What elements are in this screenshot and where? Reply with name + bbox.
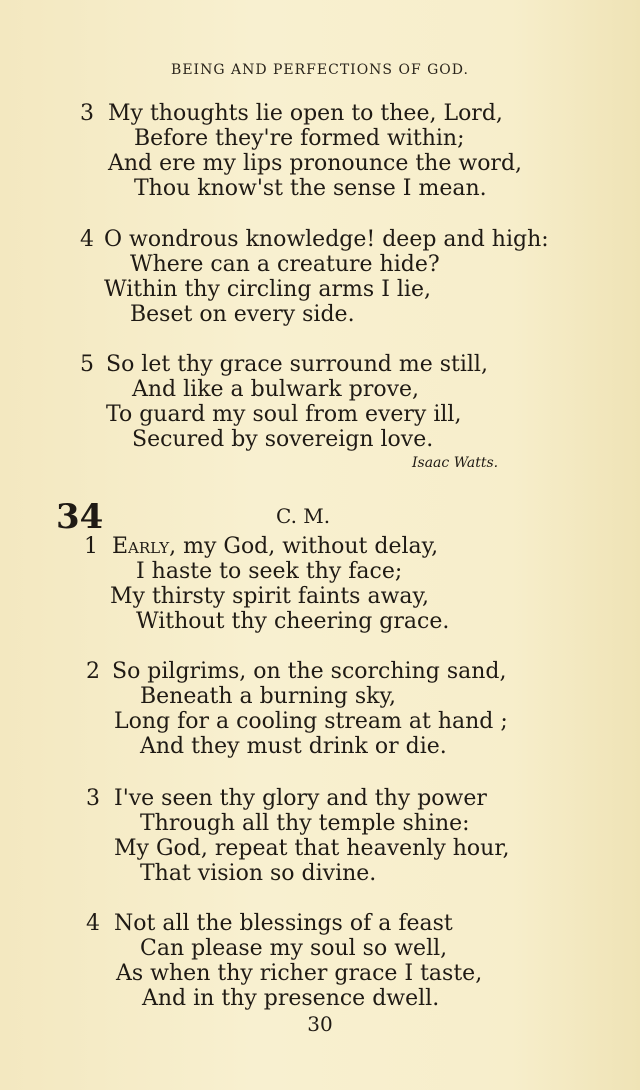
verse-line: And they must drink or die. [140, 734, 447, 759]
verse-line: My thoughts lie open to thee, Lord, [108, 101, 503, 126]
verse-line: Beset on every side. [130, 302, 355, 327]
stanza-number: 2 [86, 659, 100, 684]
verse-line: As when thy richer grace I taste, [116, 961, 483, 986]
verse-line: So pilgrims, on the scorching sand, [112, 659, 507, 684]
verse-line: Beneath a burning sky, [140, 684, 396, 709]
hymn-number: 34 [56, 497, 104, 537]
verse-line: My thirsty spirit faints away, [110, 584, 430, 609]
verse-line: Long for a cooling stream at hand ; [114, 709, 508, 734]
verse-line: And ere my lips pronounce the word, [108, 151, 523, 176]
verse-line: My God, repeat that heavenly hour, [114, 836, 510, 861]
stanza-number: 3 [86, 786, 100, 811]
author-attribution: Isaac Watts. [412, 455, 499, 471]
stanza-number: 3 [80, 101, 94, 126]
verse-line: To guard my soul from every ill, [106, 402, 462, 427]
first-word: Early [112, 534, 170, 559]
verse-line: That vision so divine. [140, 861, 377, 886]
verse-line: And like a bulwark prove, [132, 377, 420, 402]
verse-line-rest: , my God, without delay, [169, 534, 439, 559]
stanza-number: 4 [86, 911, 100, 936]
verse-line: Not all the blessings of a feast [114, 911, 453, 936]
verse-line: O wondrous knowledge! deep and high: [104, 227, 549, 252]
verse-line: Secured by sovereign love. [132, 427, 434, 452]
verse-line: Through all thy temple shine: [140, 811, 470, 836]
verse-line: Within thy circling arms I lie, [104, 277, 431, 302]
stanza-number: 4 [80, 227, 94, 252]
running-header: BEING AND PERFECTIONS OF GOD. [171, 62, 469, 78]
hymn-meter: C. M. [276, 504, 331, 528]
verse-line: And in thy presence dwell. [142, 986, 440, 1011]
verse-line: Where can a creature hide? [130, 252, 440, 277]
stanza-number: 1 [84, 534, 98, 559]
stanza-number: 5 [80, 352, 94, 377]
verse-line: Before they're formed within; [134, 126, 465, 151]
verse-line: Thou know'st the sense I mean. [134, 176, 487, 201]
verse-line [112, 534, 438, 560]
verse-line: I've seen thy glory and thy power [114, 786, 487, 811]
verse-line: Without thy cheering grace. [136, 609, 450, 634]
verse-line: So let thy grace surround me still, [106, 352, 488, 377]
page-number: 30 [307, 1012, 333, 1036]
verse-line: I haste to seek thy face; [136, 559, 403, 584]
verse-line: Can please my soul so well, [140, 936, 448, 961]
